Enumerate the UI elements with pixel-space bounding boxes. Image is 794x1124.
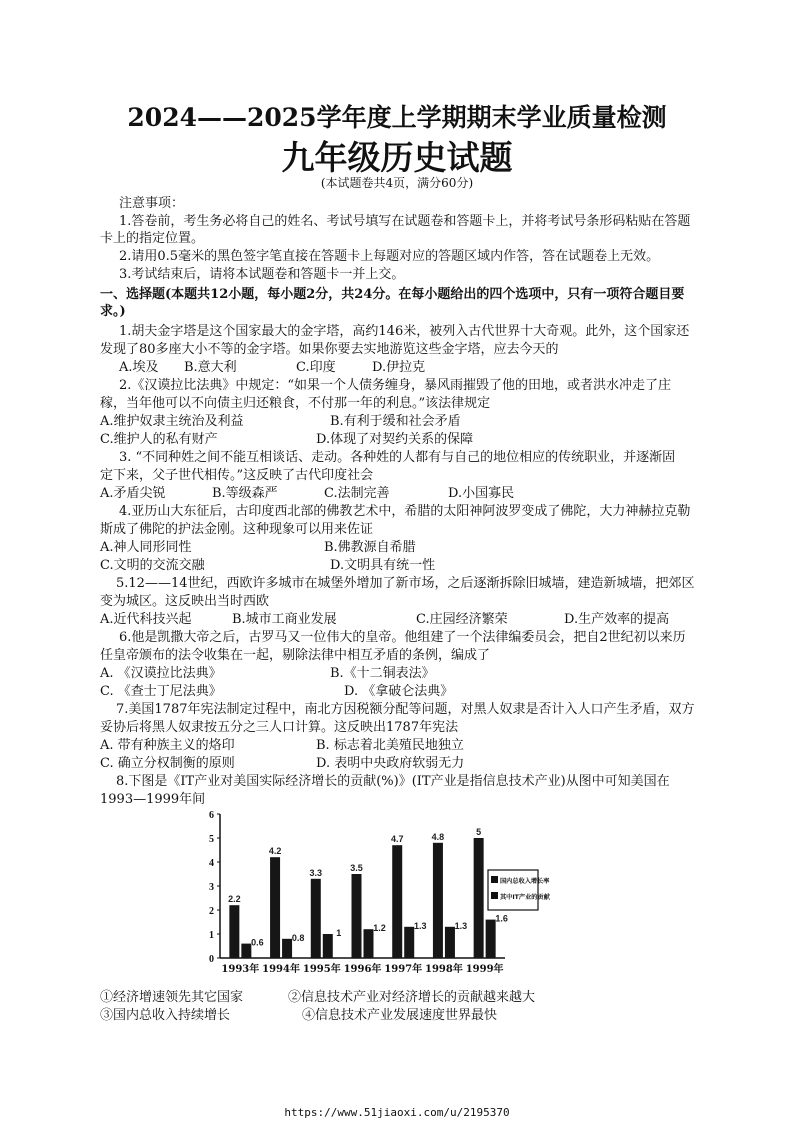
bar-value-label: 1	[336, 928, 342, 938]
bar-value-label: 4.7	[390, 834, 404, 845]
bar-it-contribution	[323, 934, 333, 958]
q1-stem-line-2: 发现了80多座大小不等的金字塔。如果你要去实地游览这些金字塔，应去今天的	[100, 342, 559, 357]
q6-option-a: A. 《汉谟拉比法典》	[100, 666, 222, 681]
notes-heading: 注意事项：	[119, 196, 185, 211]
exam-subject-title: 九年级历史试题	[281, 138, 513, 177]
bar-value-label: 0.6	[251, 937, 264, 948]
bar-value-label: 1.3	[413, 920, 427, 931]
q7-stem-line-1: 7.美国1787年宪法制定过程中，南北方因税额分配等问题，对黑人奴隶是否计入人口产生矛盾，双方	[116, 702, 695, 717]
q7-option-a: A. 带有种族主义的烙印	[100, 738, 235, 753]
bar-gdp-growth	[229, 905, 239, 958]
note-3: 3.考试结束后，请将本试题卷和答题卡一并上交。	[119, 267, 405, 282]
bar-it-contribution	[445, 927, 455, 958]
bar-it-contribution	[364, 929, 374, 958]
bar-it-contribution	[241, 944, 251, 958]
q8-statement-4: ④信息技术产业发展速度世界最快	[302, 1008, 498, 1023]
q5-stem-line-1: 5.12——14世纪，西欧许多城市在城堡外增加了新市场，之后逐渐拆除旧城墙，建造新城墙，把郊区	[116, 576, 695, 591]
q7-option-d: D. 表明中央政府软弱无力	[316, 756, 465, 771]
q2-stem-line-2: 稼，当年他可以不向债主归还粮食，不付那一年的利息。”该法律规定	[100, 396, 491, 411]
q1-option-b: B.意大利	[184, 360, 237, 375]
q3-option-a: A.矛盾尖锐	[100, 486, 166, 501]
q8-stem-line-1: 8.下图是《IT产业对美国实际经济增长的贡献(%)》(IT产业是指信息技术产业)从图中可知美国在	[116, 774, 670, 789]
bar-value-label: 2.2	[228, 894, 241, 905]
x-tick-label: 1995年	[302, 964, 341, 975]
bar-gdp-growth	[311, 879, 321, 958]
bar-value-label: 3.3	[309, 867, 323, 878]
x-tick-label: 1999年	[465, 964, 504, 975]
bar-value-label: 1.6	[495, 913, 508, 924]
bar-gdp-growth	[352, 874, 362, 958]
bar-gdp-growth	[433, 843, 443, 958]
q1-stem-line-1: 1.胡夫金字塔是这个国家最大的金字塔，高约146米，被列入古代世界十大奇观。此外，这个国家还	[119, 324, 690, 339]
bar-it-contribution	[486, 920, 496, 958]
q4-option-d: D.文明具有统一性	[330, 558, 436, 573]
y-tick-label: 4	[209, 858, 214, 869]
it-contribution-bar-chart	[200, 808, 550, 988]
section-1-heading-line-1: 一、选择题(本题共12小题，每小题2分，共24分。在每小题给出的四个选项中，只有一项符合题目要	[100, 287, 685, 302]
bar-value-label: 5	[476, 827, 482, 837]
y-tick-label: 1	[209, 930, 214, 941]
bar-value-label: 3.5	[350, 863, 363, 873]
q1-option-d: D.伊拉克	[372, 360, 426, 375]
bar-gdp-growth	[392, 845, 402, 958]
q5-option-b: B.城市工商业发展	[232, 612, 337, 627]
q2-stem-line-1: 2.《汉谟拉比法典》中规定：“如果一个人债务缠身，暴风雨摧毁了他的田地，或者洪水冲走了庄	[119, 378, 672, 393]
q6-option-b: B.《十二铜表法》	[330, 666, 435, 681]
section-1-heading-line-2: 求。)	[100, 304, 126, 319]
q5-option-c: C.庄园经济繁荣	[416, 612, 508, 627]
q3-option-b: B.等级森严	[212, 486, 278, 501]
q3-stem-line-2: 定下来，父子世代相传。”这反映了古代印度社会	[100, 468, 374, 483]
q7-option-b: B. 标志着北美殖民地独立	[316, 738, 464, 753]
note-2: 2.请用0.5毫米的黑色签字笔直接在答题卡上每题对应的答题区域内作答，答在试题卷上无效。	[119, 249, 660, 264]
q8-statement-1: ①经济增速领先其它国家	[100, 990, 244, 1005]
legend-swatch	[491, 892, 498, 899]
legend-label: 其中IT产业的贡献	[500, 894, 550, 901]
q8-stem-line-2: 1993—1999年间	[100, 792, 206, 807]
bar-value-label: 4.2	[268, 846, 282, 857]
bar-value-label: 1.3	[454, 920, 468, 931]
bar-gdp-growth	[270, 857, 280, 958]
q7-option-c: C. 确立分权制衡的原则	[100, 756, 235, 771]
q4-stem-line-1: 4.亚历山大东征后，古印度西北部的佛教艺术中，希腊的太阳神阿波罗变成了佛陀，大力神赫拉克勒	[119, 504, 691, 519]
q3-stem-line-1: 3. “不同种姓之间不能互相谈话、走动。各种姓的人都有与自己的地位相应的传统职业，并逐渐固	[119, 450, 676, 465]
q6-option-c: C. 《查士丁尼法典》	[100, 684, 222, 699]
bar-value-label: 0.8	[291, 932, 305, 943]
bar-it-contribution	[404, 927, 414, 958]
q7-stem-line-2: 妥协后将黑人奴隶按五分之三人口计算。这反映出1787年宪法	[100, 720, 459, 735]
legend-label: 国内总收入增长率	[500, 878, 550, 885]
y-tick-label: 0	[209, 954, 214, 965]
q4-option-b: B.佛教源自希腊	[324, 540, 416, 555]
bar-value-label: 1.2	[373, 923, 386, 934]
q1-option-a: A.埃及	[119, 360, 159, 375]
q4-stem-line-2: 斯成了佛陀的护法金刚。这种现象可以用来佐证	[100, 522, 374, 537]
bar-value-label: 4.8	[431, 831, 445, 842]
x-tick-label: 1998年	[425, 964, 463, 975]
x-tick-label: 1993年	[221, 964, 260, 975]
q3-option-d: D.小国寡民	[448, 486, 515, 501]
q8-statement-3: ③国内总收入持续增长	[100, 1008, 231, 1023]
y-tick-label: 6	[209, 810, 214, 821]
footer-url: https://www.51jiaoxi.com/u/2195370	[284, 1106, 510, 1119]
exam-title: 2024——2025学年度上学期期末学业质量检测	[127, 103, 667, 132]
note-1-line-1: 1.答卷前，考生务必将自己的姓名、考试号填写在试题卷和答题卡上，并将考试号条形码粘贴在答题	[119, 214, 691, 229]
q6-stem-line-1: 6.他是凯撒大帝之后，古罗马又一位伟大的皇帝。他组建了一个法律编委员会，把自2世纪初以来历	[119, 630, 686, 645]
legend-swatch	[491, 876, 498, 883]
note-1-line-2: 卡上的指定位置。	[100, 231, 205, 246]
q2-option-b: B.有利于缓和社会矛盾	[330, 414, 461, 429]
q3-option-c: C.法制完善	[324, 486, 390, 501]
bar-gdp-growth	[474, 838, 484, 958]
x-tick-label: 1996年	[343, 964, 382, 975]
q2-option-d: D.体现了对契约关系的保障	[316, 432, 474, 447]
y-tick-label: 2	[209, 906, 214, 917]
q4-option-a: A.神人同形同性	[100, 540, 192, 555]
bar-it-contribution	[282, 939, 292, 958]
q2-option-a: A.维护奴隶主统治及利益	[100, 414, 244, 429]
q1-option-c: C.印度	[296, 360, 336, 375]
q5-stem-line-2: 变为城区。这反映出当时西欧	[100, 594, 270, 609]
q5-option-d: D.生产效率的提高	[564, 612, 670, 627]
q8-statement-2: ②信息技术产业对经济增长的贡献越来越大	[288, 990, 536, 1005]
y-tick-label: 3	[209, 882, 214, 893]
q6-stem-line-2: 任皇帝颁布的法令收集在一起，剔除法律中相互矛盾的条例，编成了	[100, 648, 491, 663]
q2-option-c: C.维护人的私有财产	[100, 432, 218, 447]
q6-option-d: D. 《拿破仑法典》	[344, 684, 454, 699]
q5-option-a: A.近代科技兴起	[100, 612, 192, 627]
exam-subtitle: (本试题卷共4页，满分60分)	[320, 176, 474, 190]
x-tick-label: 1994年	[262, 964, 300, 975]
q4-option-c: C.文明的交流交融	[100, 558, 205, 573]
x-tick-label: 1997年	[384, 964, 423, 975]
y-tick-label: 5	[209, 834, 214, 845]
